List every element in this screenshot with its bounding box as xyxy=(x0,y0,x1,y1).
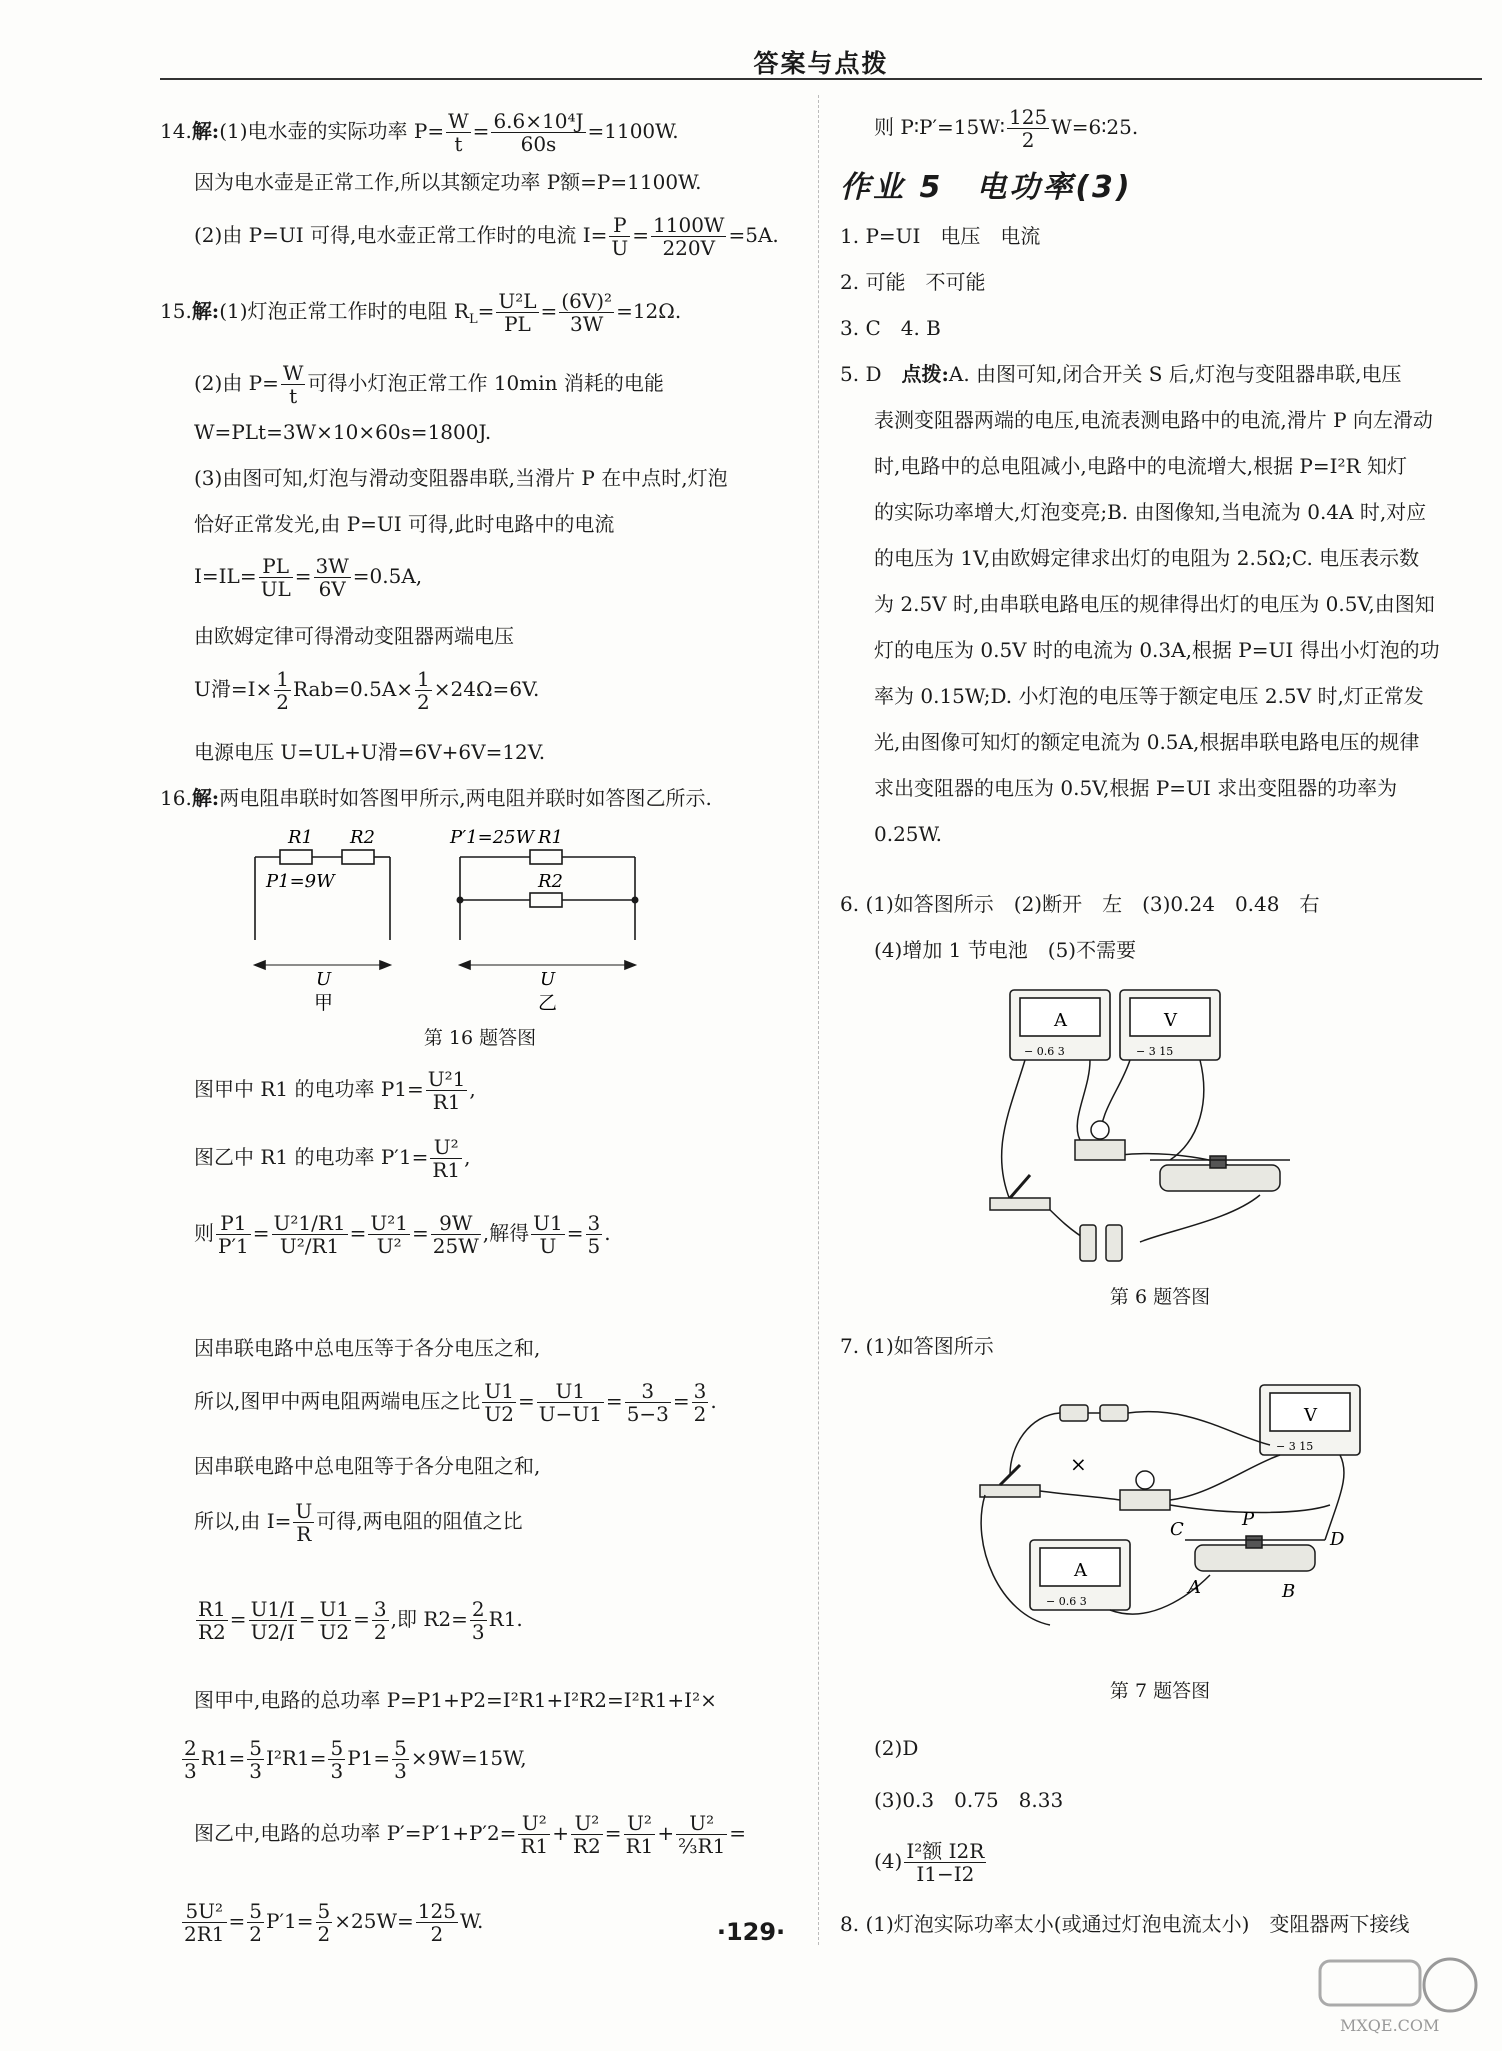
q16-line2: 图甲中 R1 的电功率 P1= $\frac{\text{U²1}}{R1}$ , xyxy=(194,1067,476,1114)
answer-6-line1: 6. (1)如答图所示 (2)断开 左 (3)0.24 0.48 右 xyxy=(840,892,1320,916)
battery-icon xyxy=(1106,1225,1122,1261)
fraction: $\frac{\text{U²}}{R1}$ xyxy=(432,1135,461,1182)
watermark-text: MXQE.COM xyxy=(1340,2016,1440,2035)
fraction: $\frac{2}{3}$ xyxy=(471,1597,485,1644)
q16-line4: 则 $\frac{P1}{P'1}$ = $\frac{\text{U²1/R1}}{\text{U²/R1}}$ = $\frac{\text{U²1}}{\text{U²}}$ = $\frac{9W}{25W}$ ,解得 $\frac{U1}{U}$ = $\frac{3}{5}$ . xyxy=(194,1211,611,1258)
q15-line9: 电源电压 U=UL+U滑=6V+6V=12V. xyxy=(194,740,546,764)
q16-line8: 所以,由 I= $\frac{U}{R}$ 可得,两电阻的阻值之比 xyxy=(194,1499,523,1546)
fraction: $\frac{U1}{U}$ xyxy=(533,1211,563,1258)
q16-figure-caption: 第 16 题答图 xyxy=(423,1027,537,1049)
fraction: $\frac{1}{2}$ xyxy=(276,667,290,714)
q15-line7: 由欧姆定律可得滑动变阻器两端电压 xyxy=(194,624,514,648)
fraction: $\frac{\text{U²}}{R1}$ xyxy=(520,1811,549,1858)
circuit-jia xyxy=(255,850,390,969)
jia-u-label: U xyxy=(316,969,332,990)
answer-5-line10: 求出变阻器的电压为 0.5V,根据 P=UI 求出变阻器的功率为 xyxy=(874,776,1398,800)
rheostat-slider xyxy=(1210,1156,1226,1168)
fraction: $\frac{5}{2}$ xyxy=(249,1899,263,1946)
jia-r2-label: R2 xyxy=(350,827,376,848)
label-d: D xyxy=(1330,1529,1345,1550)
fraction: $\frac{U1/I}{U2/I}$ xyxy=(250,1597,295,1644)
fraction: $\frac{U}{R}$ xyxy=(295,1499,313,1546)
fraction: $\frac{\text{U²}}{\text{⅔R1}}$ xyxy=(678,1811,726,1858)
fraction: $\frac{3W}{6V}$ xyxy=(315,554,349,601)
switch-lever xyxy=(1010,1175,1030,1198)
label-c: C xyxy=(1170,1519,1184,1540)
junction-dot xyxy=(632,897,639,904)
switch-base xyxy=(980,1485,1040,1497)
page-number: ·129· xyxy=(716,1918,786,1946)
r-top-line: 则 P∶P′=15W∶ $\frac{125}{2}$ W=6∶25. xyxy=(874,105,1139,152)
jia-r1-label: R1 xyxy=(288,827,314,848)
q7-circuit-figure xyxy=(970,1375,1410,1665)
fraction: $\frac{1100W}{220V}$ xyxy=(653,213,725,260)
q14-line1: 14.解:(1)电水壶的实际功率 P= $\frac{W}{t}$ = $\frac{\text{6.6×10⁴J}}{60s}$ =1100W. xyxy=(160,109,679,156)
fraction: $\frac{5}{3}$ xyxy=(330,1736,344,1783)
lamp-base xyxy=(1120,1490,1170,1510)
answer-3-4: 3. C 4. B xyxy=(840,316,941,340)
fraction: $\frac{3}{2}$ xyxy=(693,1379,707,1426)
q14-line3: (2)由 P=UI 可得,电水壶正常工作时的电流 I= $\frac{P}{U}$ = $\frac{1100W}{220V}$ =5A. xyxy=(194,213,779,260)
answer-7-line1: 7. (1)如答图所示 xyxy=(840,1334,994,1358)
fraction: $\frac{P}{U}$ xyxy=(611,213,629,260)
page-header xyxy=(160,42,1482,80)
lamp-bulb-icon xyxy=(1091,1121,1109,1139)
fraction: $\frac{3}{2}$ xyxy=(373,1597,387,1644)
fraction: $\frac{\text{I²额 I2R}}{I1-I2}$ xyxy=(906,1839,985,1886)
q16-line13: $\frac{\text{5U²}}{2R1}$ = $\frac{5}{2}$ P′1= $\frac{5}{2}$ ×25W= $\frac{125}{2}$ W. xyxy=(184,1899,484,1946)
fraction: $\frac{2}{3}$ xyxy=(184,1736,197,1783)
answer-5-line8: 率为 0.15W;D. 小灯泡的电压等于额定电压 2.5V 时,灯正常发 xyxy=(874,684,1424,708)
q16-line9: $\frac{R1}{R2}$ = $\frac{U1/I}{U2/I}$ = $\frac{U1}{U2}$ = $\frac{3}{2}$ ,即 R2= $\frac{2}{3}$ R1. xyxy=(198,1597,523,1644)
fraction: $\frac{5}{3}$ xyxy=(394,1736,407,1783)
q16-line11: $\frac{2}{3}$ R1= $\frac{5}{3}$ I²R1= $\frac{5}{3}$ P1= $\frac{5}{3}$ ×9W=15W, xyxy=(184,1736,527,1783)
fraction: $\frac{\text{U²L}}{PL}$ xyxy=(498,289,537,336)
q15-line2: (2)由 P= $\frac{W}{t}$ 可得小灯泡正常工作 10min 消耗的电能 xyxy=(194,361,664,408)
ammeter-scale: − 0.6 3 xyxy=(1024,1045,1065,1058)
yi-name: 乙 xyxy=(538,992,558,1014)
q16-circuit-figure xyxy=(240,825,710,1015)
rheostat-coil xyxy=(1160,1165,1280,1191)
label-p: P xyxy=(1242,1509,1255,1530)
fraction: $\frac{\text{U²1/R1}}{\text{U²/R1}}$ xyxy=(273,1211,346,1258)
battery-icon xyxy=(1060,1405,1088,1421)
lamp-bulb-icon xyxy=(1136,1471,1154,1489)
watermark-logo xyxy=(1310,1951,1480,2037)
battery-icon xyxy=(1080,1225,1096,1261)
q14-line2: 因为电水壶是正常工作,所以其额定功率 P额=P=1100W. xyxy=(194,170,702,194)
ammeter-symbol: A xyxy=(1054,1010,1067,1031)
yi-u-label: U xyxy=(540,969,556,990)
fraction: $\frac{\text{U²1}}{\text{U²}}$ xyxy=(370,1211,408,1258)
yi-p-label: P′1=25W xyxy=(450,827,535,848)
answer-7-line3: (3)0.3 0.75 8.33 xyxy=(874,1788,1064,1812)
answer-5-line6: 为 2.5V 时,由串联电路电压的规律得出灯的电压为 0.5V,由图知 xyxy=(874,592,1435,616)
fraction: $\frac{U1}{U-U1}$ xyxy=(538,1379,602,1426)
rheostat-slider xyxy=(1246,1536,1262,1548)
fraction: $\frac{3}{5-3}$ xyxy=(626,1379,669,1426)
label-a: A xyxy=(1188,1577,1201,1598)
fraction: $\frac{U1}{U2}$ xyxy=(484,1379,514,1426)
fraction: $\frac{\text{U²}}{R2}$ xyxy=(573,1811,601,1858)
fraction: $\frac{125}{2}$ xyxy=(1009,105,1048,152)
fraction: $\frac{PL}{UL}$ xyxy=(260,554,291,601)
voltmeter-scale: − 3 15 xyxy=(1276,1440,1314,1453)
fraction: $\frac{U1}{U2}$ xyxy=(319,1597,350,1644)
q15-line5: 恰好正常发光,由 P=UI 可得,此时电路中的电流 xyxy=(194,512,615,536)
q6-circuit-figure xyxy=(970,980,1390,1270)
answer-5-line9: 光,由图像可知灯的额定电流为 0.5A,根据串联电路电压的规律 xyxy=(874,730,1420,754)
answer-8-line1: 8. (1)灯泡实际功率太小(或通过灯泡电流太小) 变阻器两下接线 xyxy=(840,1912,1410,1936)
q16-line1: 16.解:两电阻串联时如答图甲所示,两电阻并联时如答图乙所示. xyxy=(160,786,712,810)
q15-line4: (3)由图可知,灯泡与滑动变阻器串联,当滑片 P 在中点时,灯泡 xyxy=(194,466,728,490)
fraction: $\frac{9W}{25W}$ xyxy=(432,1211,479,1258)
ammeter-scale: − 0.6 3 xyxy=(1046,1595,1087,1608)
cross-mark: × xyxy=(1070,1452,1087,1476)
q6-figure-caption: 第 6 题答图 xyxy=(1109,1286,1211,1308)
fraction: $\frac{\text{5U²}}{2R1}$ xyxy=(184,1899,225,1946)
junction-dot xyxy=(457,897,464,904)
q16-line5: 因串联电路中总电压等于各分电压之和, xyxy=(194,1336,541,1360)
header-title: 答案与点拨 xyxy=(753,49,889,78)
q16-line6: 所以,图甲中两电阻两端电压之比 $\frac{U1}{U2}$ = $\frac{U1}{U-U1}$ = $\frac{3}{5-3}$ = $\frac{3}{2}$ . xyxy=(194,1379,717,1426)
switch-base xyxy=(990,1198,1050,1210)
fraction: $\frac{\text{U²}}{R1}$ xyxy=(625,1811,654,1858)
lamp-base xyxy=(1075,1140,1125,1160)
answer-5-line2: 表测变阻器两端的电压,电流表测电路中的电流,滑片 P 向左滑动 xyxy=(874,408,1433,432)
answer-5-line4: 的实际功率增大,灯泡变亮;B. 由图像知,当电流为 0.4A 时,对应 xyxy=(874,500,1427,524)
fraction: $\frac{\text{U²1}}{R1}$ xyxy=(427,1067,466,1114)
label-b: B xyxy=(1282,1581,1296,1602)
homework-title: 作业 5 电功率(3) xyxy=(840,170,1133,205)
answer-5-line11: 0.25W. xyxy=(874,822,942,846)
answer-7-line2: (2)D xyxy=(874,1736,919,1760)
fraction: $\frac{R1}{R2}$ xyxy=(198,1597,226,1644)
fraction: $\frac{125}{2}$ xyxy=(417,1899,456,1946)
fraction: $\frac{W}{t}$ xyxy=(282,361,304,408)
fraction: $\frac{5}{2}$ xyxy=(317,1899,331,1946)
jia-p-label: P1=9W xyxy=(266,871,335,892)
fraction: $\frac{5}{3}$ xyxy=(249,1736,263,1783)
answer-5-line1: 5. D 点拨:A. 由图可知,闭合开关 S 后,灯泡与变阻器串联,电压 xyxy=(840,362,1402,386)
q16-line10: 图甲中,电路的总功率 P=P1+P2=I²R1+I²R2=I²R1+I²× xyxy=(194,1688,717,1712)
answer-5-line5: 的电压为 1V,由欧姆定律求出灯的电阻为 2.5Ω;C. 电压表示数 xyxy=(874,546,1420,570)
voltmeter-scale: − 3 15 xyxy=(1136,1045,1174,1058)
q16-line7: 因串联电路中总电阻等于各分电阻之和, xyxy=(194,1454,541,1478)
answer-6-line2: (4)增加 1 节电池 (5)不需要 xyxy=(874,938,1137,962)
answer-5-line7: 灯的电压为 0.5V 时的电流为 0.3A,根据 P=UI 得出小灯泡的功 xyxy=(874,638,1440,662)
battery-icon xyxy=(1100,1405,1128,1421)
fraction: $\frac{\text{6.6×10⁴J}}{60s}$ xyxy=(493,109,584,156)
answer-1: 1. P=UI 电压 电流 xyxy=(840,224,1041,248)
q15-line3: W=PLt=3W×10×60s=1800J. xyxy=(194,420,492,444)
answer-7-line4: (4) $\frac{\text{I²额 I2R}}{I1-I2}$ xyxy=(874,1839,985,1886)
fraction: $\frac{P1}{P'1}$ xyxy=(218,1211,249,1258)
fraction: $\frac{1}{2}$ xyxy=(417,667,430,714)
column-divider xyxy=(818,95,819,1945)
yi-r2-label: R2 xyxy=(538,871,564,892)
q16-line12: 图乙中,电路的总功率 P′=P′1+P′2= $\frac{\text{U²}}{R1}$ + $\frac{\text{U²}}{R2}$ = $\frac{\text{U²}}{R1}$ + $\frac{\text{U²}}{\text{⅔R1}}$ = xyxy=(194,1811,747,1858)
fraction: $\frac{3}{5}$ xyxy=(587,1211,601,1258)
q16-line3: 图乙中 R1 的电功率 P′1= $\frac{\text{U²}}{R1}$ , xyxy=(194,1135,471,1182)
ammeter-symbol: A xyxy=(1074,1560,1087,1581)
yi-r1-label: R1 xyxy=(538,827,564,848)
q15-line8: U滑=I× $\frac{1}{2}$ Rab=0.5A× $\frac{1}{2}$ ×24Ω=6V. xyxy=(194,667,540,714)
fraction: $\frac{\text{(6V)²}}{3W}$ xyxy=(561,289,613,336)
q15-line6: I=IL= $\frac{PL}{UL}$ = $\frac{3W}{6V}$ =0.5A, xyxy=(194,554,423,601)
q7-figure-caption: 第 7 题答图 xyxy=(1109,1680,1211,1702)
q15-line1: 15.解:(1)灯泡正常工作时的电阻 $R_L=$ $\frac{\text{U²L}}{PL}$ = $\frac{\text{(6V)²}}{3W}$ =12Ω. xyxy=(160,289,682,336)
voltmeter-symbol: V xyxy=(1304,1405,1317,1426)
answer-2: 2. 可能 不可能 xyxy=(840,270,986,294)
jia-name: 甲 xyxy=(314,992,334,1014)
fraction: $\frac{W}{t}$ xyxy=(448,109,469,156)
rheostat-coil xyxy=(1195,1545,1315,1571)
answer-5-line3: 时,电路中的总电阻减小,电路中的电流增大,根据 P=I²R 知灯 xyxy=(874,454,1407,478)
voltmeter-symbol: V xyxy=(1164,1010,1177,1031)
circuit-yi xyxy=(460,850,635,969)
